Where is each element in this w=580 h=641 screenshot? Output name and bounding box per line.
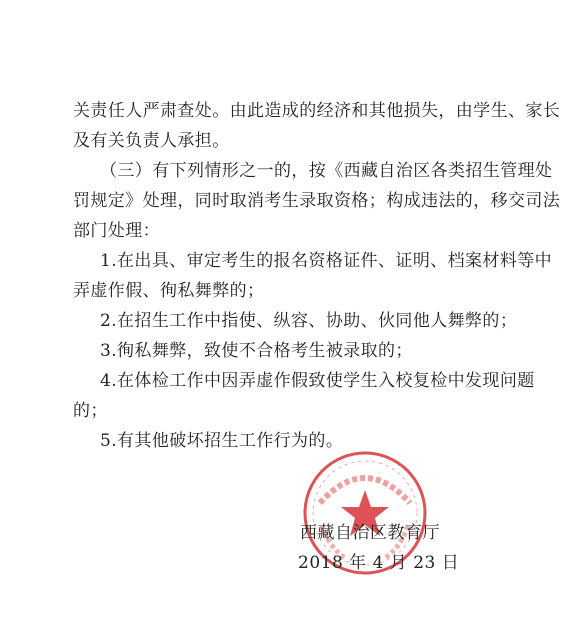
issuer-name: 西藏自治区教育厅 <box>300 523 440 543</box>
issue-date: 2018 年 4 月 23 日 <box>298 553 460 573</box>
list-item-1-line-1: 1.在出具、审定考生的报名资格证件、证明、档案材料等中 <box>100 251 553 271</box>
list-item-4-line-2: 的； <box>73 401 108 421</box>
list-item-4-line-1: 4.在体检工作中因弄虚作假致使学生入校复检中发现问题 <box>100 371 535 391</box>
list-item-1-line-2: 弄虚作假、徇私舞弊的； <box>73 281 265 301</box>
body-line-4: 罚规定》处理，同时取消考生录取资格；构成违法的，移交司法 <box>73 191 561 211</box>
list-item-2: 2.在招生工作中指使、纵容、协助、伙同他人舞弊的； <box>100 311 518 331</box>
list-item-5: 5.有其他破坏招生工作行为的。 <box>100 431 344 451</box>
body-line-3: （三）有下列情形之一的，按《西藏自治区各类招生管理处 <box>100 161 553 181</box>
list-item-3: 3.徇私舞弊，致使不合格考生被录取的； <box>100 341 413 361</box>
body-line-2: 及有关负责人承担。 <box>73 131 230 151</box>
body-line-1: 关责任人严肃查处。由此造成的经济和其他损失，由学生、家长 <box>73 101 561 121</box>
body-line-5: 部门处理： <box>73 221 160 241</box>
